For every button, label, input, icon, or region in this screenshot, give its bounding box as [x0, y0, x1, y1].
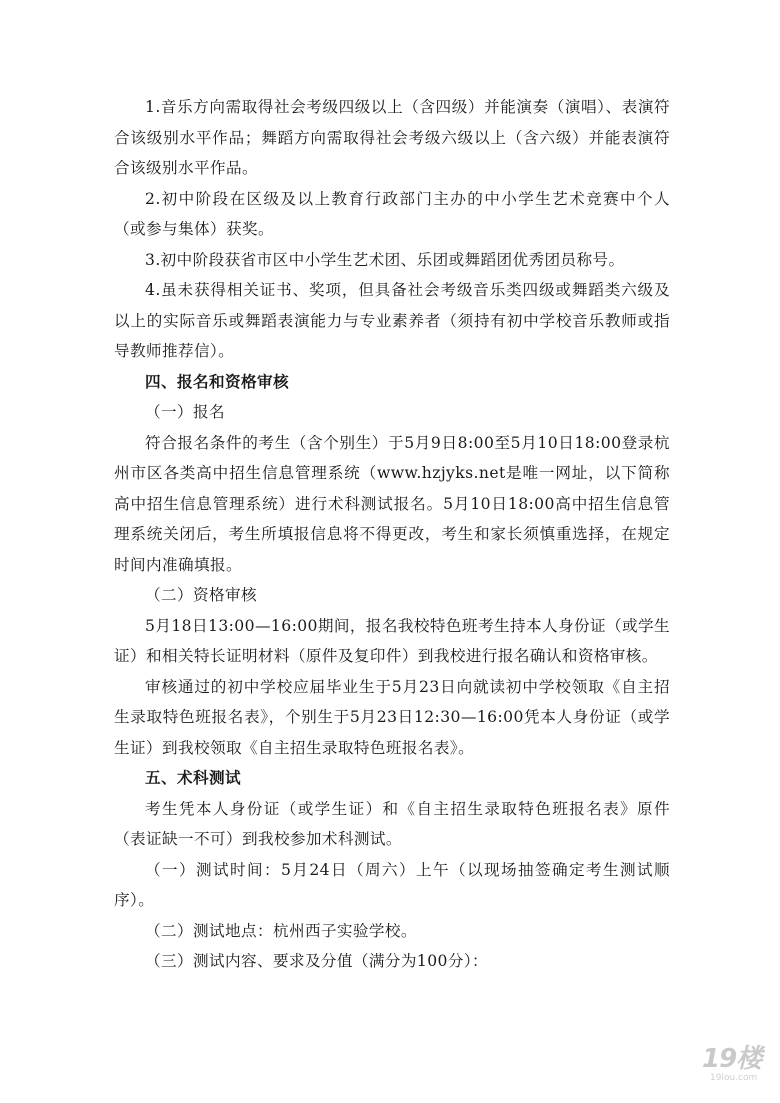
paragraph-test-content: （三）测试内容、要求及分值（满分为100分）： [145, 952, 489, 970]
paragraph-art-troupe-title: 3.初中阶段获省市区中小学生艺术团、乐团或舞蹈团优秀团员称号。 [145, 250, 625, 269]
paragraph-test-documents: 考生凭本人身份证（或学生证）和《自主招生录取特色班报名表》原件（表证缺一不可）到我校参加术科测试。 [114, 799, 670, 848]
watermark-url: 19lou.com [710, 1073, 758, 1083]
section-heading-skill-test: 五、术科测试 [145, 769, 241, 787]
paragraph-music-dance-level: 1.音乐方向需取得社会考级四级以上（含四级）并能演奏（演唱）、表演符合该级别水平作品；舞蹈方向需取得社会考级六级以上（含六级）并能表演符合该级别水平作品。 [114, 98, 670, 177]
section-heading-registration: 四、报名和资格审核 [145, 372, 289, 391]
paragraph-test-time: （一）测试时间：5月24日（周六）上午（以现场抽签确定考生测试顺序）。 [114, 860, 670, 909]
paragraph-review-schedule: 5月18日13:00—16:00期间，报名我校特色班考生持本人身份证（或学生证）和相关特长证明材料（原件及复印件）到我校进行报名确认和资格审核。 [114, 616, 670, 665]
subheading-qualification-review: （二）资格审核 [145, 586, 257, 604]
paragraph-competition-award: 2.初中阶段在区级及以上教育行政部门主办的中小学生艺术竞赛中个人（或参与集体）获奖。 [114, 189, 670, 238]
site-watermark [702, 1043, 766, 1087]
document-body [114, 92, 670, 977]
paragraph-test-location: （二）测试地点：杭州西子实验学校。 [145, 921, 417, 940]
watermark-logo: 19楼 [702, 1044, 762, 1074]
paragraph-form-collection: 审核通过的初中学校应届毕业生于5月23日向就读初中学校领取《自主招生录取特色班报名表》，个别生于5月23日12:30—16:00凭本人身份证（或学生证）到我校领取《自主招生录取特色班报名表》。 [114, 677, 670, 757]
paragraph-registration-details: 符合报名条件的考生（含个别生）于5月9日8:00至5月10日18:00登录杭州市区各类高中招生信息管理系统（www.hzjyks.net是唯一网址，以下简称高中招生信息管理系统）进行术科测试报名。5月10日18:00高中招生信息管理系统关闭后，考生所填报信息将不得更改，考生和家长须慎重选择，在规定时间内准确填报。 [114, 433, 670, 574]
subheading-registration: （一）报名 [145, 403, 225, 421]
paragraph-actual-ability: 4.虽未获得相关证书、奖项，但具备社会考级音乐类四级或舞蹈类六级及以上的实际音乐或舞蹈表演能力与专业素养者（须持有初中学校音乐教师或指导教师推荐信）。 [114, 281, 670, 360]
